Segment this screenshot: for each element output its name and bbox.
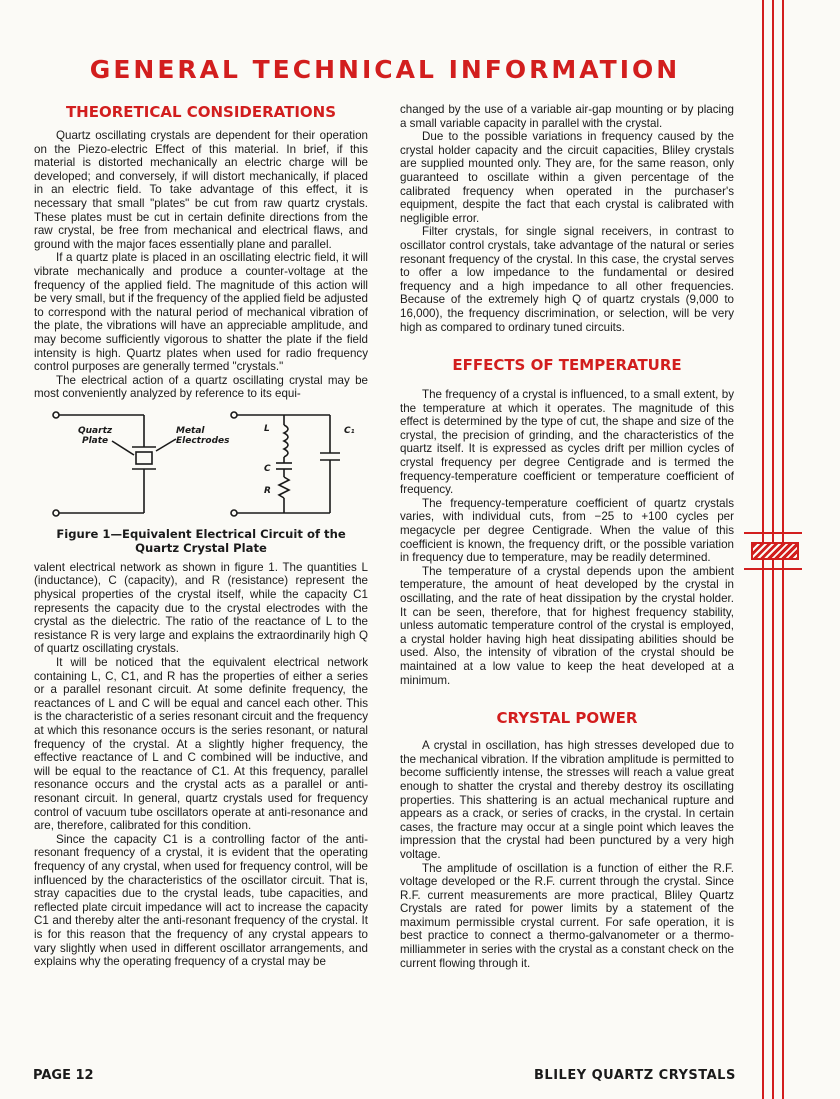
paragraph: Quartz oscillating crystals are dependent for their operation on the Piezo-electric Effect of this material. In brief, if this material is distorted mechanically an electric charge will be developed; and conversely, if will distort mechanically, if placed in an electric field. To take advantage of this effect, it is necessary that small "plates" be cut from raw quartz crystals. These plates must be cut in certain definite directions from the raw crystal, be free from mechanical and electrical flaws, and ground with the major faces essentially plane and parallel. <box>34 129 368 251</box>
label-r: R <box>264 485 271 496</box>
left-column <box>34 103 368 969</box>
paragraph: The frequency of a crystal is influenced, to a small extent, by the temperature at which it operates. The magnitude of this effect is determined by the type of cut, the shape and size of the crystal, the precision of grinding, and the characteristics of the quartz itself. It is expressed as cycles drift per million cycles of crystal frequency per degree Centigrade and is termed the frequency-temperature coefficient or temperature coefficient of frequency. <box>400 388 734 497</box>
paragraph: changed by the use of a variable air-gap mounting or by placing a small variable capacity in parallel with the crystal. <box>400 103 734 130</box>
label-quartz: Quartz <box>78 425 113 436</box>
label-metal: Metal <box>176 425 205 436</box>
right-column <box>400 103 734 970</box>
paragraph: valent electrical network as shown in figure 1. The quantities L (inductance), C (capacity), and R (resistance) represent the physical properties of the crystal itself, while the capacity C1 represents the capacity due to the crystal electrodes with the crystal as the dielectric. The ratio of the reactance of L to the resistance R is very large and explains the extraordinarily high Q of quartz oscillating crystals. <box>34 560 368 656</box>
paragraph: A crystal in oscillation, has high stresses developed due to the mechanical vibration. If the vibration amplitude is permitted to become sufficiently intense, the stresses will reach a value great enough to shatter the crystal and thereby destroy its oscillating properties. This shattering is an actual mechanical rupture and appears as a crack, or series of cracks, in the crystal. In certain cases, the fracture may occur at a single point which leaves the impression that the crystal had been punctured by a very high voltage. <box>400 739 734 861</box>
section-title: EFFECTS OF TEMPERATURE <box>452 356 682 375</box>
page-number: PAGE 12 <box>33 1068 94 1083</box>
paragraph: It will be noticed that the equivalent electrical network containing L, C, C1, and R has the properties of either a series or a parallel resonant circuit. At some definite frequency, the reactances of L and C will be equal and cancel each other. This is the characteristic of a series resonant circuit and the frequency at which this resonance occurs is the series resonant, or natural frequency of the crystal. At a slightly higher frequency, the effective reactance of L and C combined will be inductive, and will be equal to the reactance of C1. At this frequency, parallel resonance occurs and the crystal acts as a parallel or anti-resonant circuit. In general, quartz crystals used for frequency control of vacuum tube oscillators operate at anti-resonance and are, therefore, calibrated for this condition. <box>34 656 368 833</box>
label-c1: C₁ <box>344 425 355 436</box>
circuit-figure <box>34 403 368 525</box>
caption-line: Figure 1—Equivalent Electrical Circuit of the <box>56 526 346 541</box>
label-c: C <box>264 463 271 474</box>
label-l: L <box>264 423 270 434</box>
label-electrodes: Electrodes <box>176 435 230 446</box>
paragraph: The frequency-temperature coefficient of quartz crystals varies, with individual cuts, from −25 to +100 cycles per megacycle per degree Centigrade. When the value of this coefficient is known, the frequency drift, or the possible variation in frequency due to temperature, may be readily determined. <box>400 496 734 565</box>
paragraph: Since the capacity C1 is a controlling factor of the anti-resonant frequency of a crystal, it is evident that the operating frequency of any crystal, when used for frequency control, will be influenced by the characteristics of the oscillator circuit. That is, stray capacities due to the crystal leads, tube capacities, and reflected plate circuit impedance will act to increase the capacity C1 and thereby alter the anti-resonant frequency of the crystal. It is for this reason that the frequency of any crystal appears to vary slightly when used in different oscillator arrangements, and explains why the operating frequency of a crystal may be <box>34 832 368 969</box>
paragraph: The electrical action of a quartz oscillating crystal may be most conveniently analyzed by reference to its equi- <box>34 373 368 401</box>
paragraph: Filter crystals, for single signal receivers, in contrast to oscillator control crystals, take advantage of the natural or series resonant frequency of the crystal. In this case, the crystal serves to offer a low impedance to the fundamental or desired frequency and a high impedance to all other frequencies. Because of the extremely high Q of quartz crystals (9,000 to 16,000), the frequency discrimination, or selection, will be very high as compared to ordinary tuned circuits. <box>400 225 734 334</box>
paragraph: Due to the possible variations in frequency caused by the crystal holder capacity and the circuit capacities, Bliley crystals are supplied mounted only. They are, for the same reason, only guaranteed to oscillate within a given percentage of the calibrated frequency when operated in the purchaser's equipment, despite the fact that each crystal is calibrated with negligible error. <box>400 130 734 225</box>
caption-line: Quartz Crystal Plate <box>135 540 267 555</box>
border-rule <box>744 532 802 534</box>
paragraph: The amplitude of oscillation is a function of either the R.F. voltage developed or the R.F. current through the crystal. Since R.F. current measurements are more practical, Bliley Quartz Crystals are rated for power limits by a statement of the maximum permissible crystal current. For safe operation, it is best practice to connect a thermo-galvanometer or a thermo-milliammeter in series with the crystal as a constant check on the current flowing through it. <box>400 861 734 970</box>
section-title: CRYSTAL POWER <box>496 709 638 728</box>
section-title: THEORETICAL CONSIDERATIONS <box>65 103 337 121</box>
page-title: GENERAL TECHNICAL INFORMATION <box>89 55 681 84</box>
border-rule <box>744 568 802 570</box>
circuit-diagram <box>34 403 368 525</box>
figure-caption <box>34 527 368 555</box>
hatched-badge <box>751 542 799 560</box>
footer-brand: BLILEY QUARTZ CRYSTALS <box>534 1068 736 1083</box>
paragraph: The temperature of a crystal depends upon the ambient temperature, the amount of heat developed by the crystal in oscillating, and the rate of heat dissipation by the crystal holder. It can be seen, therefore, that for highest frequency stability, unless automatic temperature control of the crystal is employed, a crystal holder having high heat dissipating abilities should be used. Also, the intensity of vibration of the crystal should be maintained at a low value to keep the heat developed at a minimum. <box>400 564 734 687</box>
label-plate: Plate <box>82 435 109 446</box>
paragraph: If a quartz plate is placed in an oscillating electric field, it will vibrate mechanically and produce a counter-voltage at the frequency of the applied field. The magnitude of this action will be very small, but if the frequency of the applied field be adjusted to correspond with the natural period of mechanical vibration of the plate, the vibrations will have an appreciable amplitude, and may become sufficiently vigorous to shatter the plate if the field intensity is high. Quartz plates when used for radio frequency control purposes are generally termed "crystals." <box>34 251 368 374</box>
